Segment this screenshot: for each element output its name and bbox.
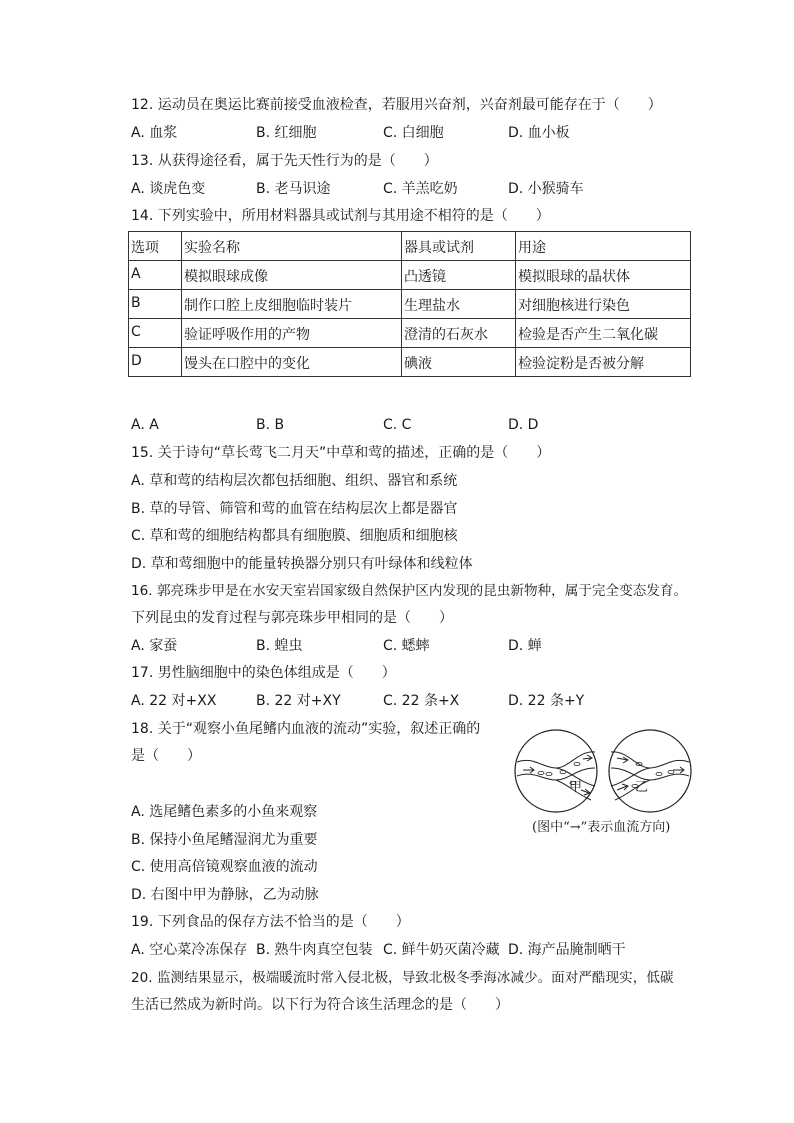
table-cell: 澄清的石灰水	[402, 319, 516, 348]
figure-label-jia: 甲	[569, 780, 583, 795]
q16-stem-line1: 16. 郭亮珠步甲是在水安天室岩国家级自然保护区内发现的昆虫新物种，属于完全变态发育。	[131, 583, 688, 599]
q15-stem: 15. 关于诗句“草长莺飞二月天”中草和莺的描述，正确的是（ ）	[131, 445, 551, 461]
table-cell: 检验淀粉是否被分解	[516, 348, 691, 377]
q20-stem-line2: 生活已然成为新时尚。以下行为符合该生活理念的是（ ）	[131, 997, 509, 1013]
table-cell: 验证呼吸作用的产物	[182, 319, 402, 348]
table-header-cell: 用途	[516, 232, 691, 261]
q19-option-d: D. 海产品腌制晒干	[508, 942, 626, 958]
q14-option-d: D. D	[508, 417, 539, 433]
table-cell: 模拟眼球成像	[182, 261, 402, 290]
q19-stem: 19. 下列食品的保存方法不恰当的是（ ）	[131, 914, 410, 930]
table-cell: 检验是否产生二氧化碳	[516, 319, 691, 348]
table-header-cell: 器具或试剂	[402, 232, 516, 261]
q13-option-c: C. 羊羔吃奶	[383, 181, 458, 197]
q13-stem: 13. 从获得途径看，属于先天性行为的是（ ）	[131, 153, 438, 169]
figure-caption: (图中“→”表示血流方向)	[532, 820, 671, 835]
q15-option-c: C. 草和莺的细胞结构都具有细胞膜、细胞质和细胞核	[131, 528, 458, 544]
q15-option-d: D. 草和莺细胞中的能量转换器分别只有叶绿体和线粒体	[131, 556, 473, 572]
table-cell: 制作口腔上皮细胞临时装片	[182, 290, 402, 319]
table-cell: B	[129, 290, 182, 319]
table-cell: 凸透镜	[402, 261, 516, 290]
figure-label-yi: 乙	[635, 780, 649, 795]
table-header-cell: 实验名称	[182, 232, 402, 261]
q17-option-a: A. 22 对+XX	[131, 693, 217, 709]
experiment-table	[128, 231, 691, 377]
table-cell: 对细胞核进行染色	[516, 290, 691, 319]
q19-option-c: C. 鲜牛奶灭菌冷藏	[383, 942, 500, 958]
table-cell: C	[129, 319, 182, 348]
table-row	[129, 261, 691, 290]
q15-option-a: A. 草和莺的结构层次都包括细胞、组织、器官和系统	[131, 473, 458, 489]
q12-option-b: B. 红细胞	[256, 125, 317, 141]
blood-flow-figure	[513, 728, 693, 814]
q16-option-d: D. 蝉	[508, 638, 542, 654]
q14-option-b: B. B	[256, 417, 285, 433]
q18-option-c: C. 使用高倍镜观察血液的流动	[131, 859, 318, 875]
q15-option-b: B. 草的导管、筛管和莺的血管在结构层次上都是器官	[131, 501, 458, 517]
q16-option-a: A. 家蚕	[131, 638, 178, 654]
q19-option-b: B. 熟牛肉真空包装	[256, 942, 373, 958]
q12-option-c: C. 白细胞	[383, 125, 444, 141]
q12-option-d: D. 血小板	[508, 125, 570, 141]
q16-stem-line2: 下列昆虫的发育过程与郭亮珠步甲相同的是（ ）	[131, 610, 453, 626]
figure-circle-jia	[515, 730, 597, 812]
q17-option-b: B. 22 对+XY	[256, 693, 341, 709]
table-header-row	[129, 232, 691, 261]
q16-option-b: B. 蝗虫	[256, 638, 303, 654]
q18-option-b: B. 保持小鱼尾鳍湿润尤为重要	[131, 832, 318, 848]
table-row	[129, 319, 691, 348]
q13-option-a: A. 谈虎色变	[131, 181, 206, 197]
q16-option-c: C. 蟋蟀	[383, 638, 430, 654]
table-cell: 馒头在口腔中的变化	[182, 348, 402, 377]
q13-option-b: B. 老马识途	[256, 181, 331, 197]
q14-stem: 14. 下列实验中，所用材料器具或试剂与其用途不相符的是（ ）	[131, 208, 550, 224]
q14-option-c: C. C	[383, 417, 412, 433]
q17-option-c: C. 22 条+X	[383, 693, 460, 709]
table-cell: D	[129, 348, 182, 377]
q17-stem: 17. 男性脑细胞中的染色体组成是（ ）	[131, 665, 396, 681]
q12-stem: 12. 运动员在奥运比赛前接受血液检查，若服用兴奋剂，兴奋剂最可能存在于（ ）	[131, 97, 662, 113]
table-cell: 碘液	[402, 348, 516, 377]
q18-option-d: D. 右图中甲为静脉，乙为动脉	[131, 887, 319, 903]
table-cell: 生理盐水	[402, 290, 516, 319]
table-row	[129, 290, 691, 319]
q18-option-a: A. 选尾鳍色素多的小鱼来观察	[131, 804, 318, 820]
table-header-cell: 选项	[129, 232, 182, 261]
q13-option-d: D. 小猴骑车	[508, 181, 584, 197]
q14-option-a: A. A	[131, 417, 159, 433]
table-cell: 模拟眼球的晶状体	[516, 261, 691, 290]
q18-stem-line1: 18. 关于“观察小鱼尾鳍内血液的流动”实验，叙述正确的	[131, 721, 481, 737]
q12-option-a: A. 血浆	[131, 125, 178, 141]
q19-option-a: A. 空心菜冷冻保存	[131, 942, 248, 958]
q20-stem-line1: 20. 监测结果显示，极端暖流时常入侵北极，导致北极冬季海冰减少。面对严酷现实，低碳	[131, 970, 674, 986]
q17-option-d: D. 22 条+Y	[508, 693, 585, 709]
q18-stem-line2: 是（ ）	[131, 748, 201, 764]
table-cell: A	[129, 261, 182, 290]
figure-circle-yi	[609, 730, 691, 812]
table-row	[129, 348, 691, 377]
